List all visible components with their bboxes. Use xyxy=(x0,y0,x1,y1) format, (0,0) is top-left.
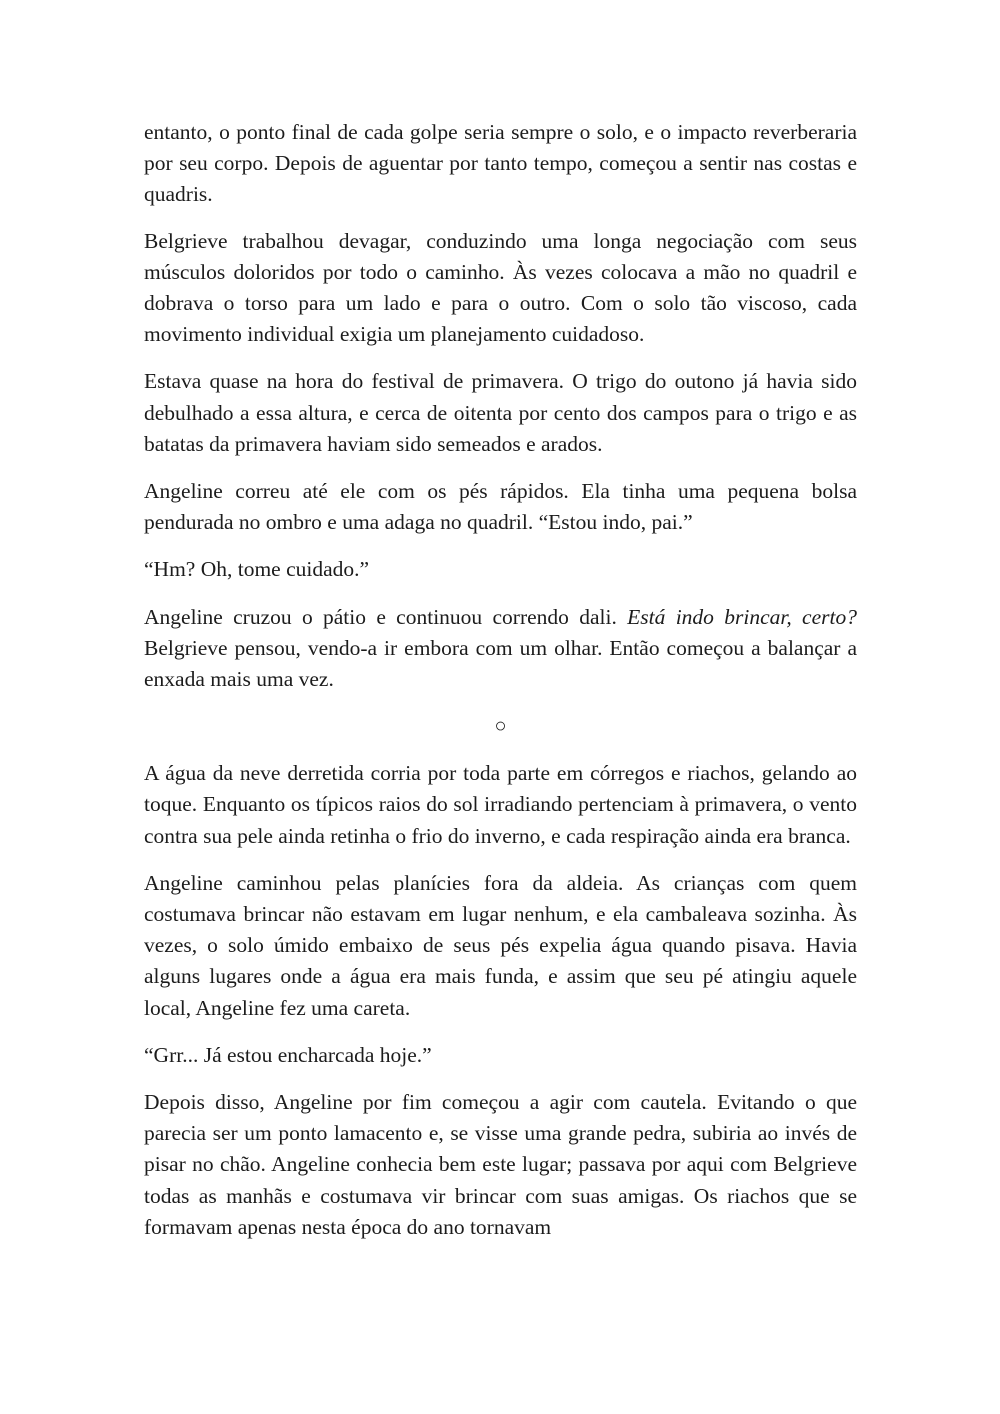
paragraph-2: Belgrieve trabalhou devagar, conduzindo uma longa negociação com seus músculos doloridos por todo o caminho. Às vezes colocava a mão no quadril e dobrava o torso para um lado e para o outro. Com o solo tão viscoso, cada movimento individual exigia um planejamento cuidadoso. xyxy=(144,228,857,347)
paragraph-3: Estava quase na hora do festival de primavera. O trigo do outono já havia sido debulhado a essa altura, e cerca de oitenta por cento dos campos para o trigo e as batatas da primavera haviam sido semeados e arados. xyxy=(144,369,857,456)
paragraph-6-before: Angeline cruzou o pátio e continuou correndo dali. xyxy=(144,604,628,629)
paragraph-5-dialogue: “Hm? Oh, tome cuidado.” xyxy=(144,557,370,582)
paragraph-6-after: Belgrieve pensou, vendo-a ir embora com um olhar. Então começou a balançar a enxada mais uma vez. xyxy=(144,635,857,692)
paragraph-4: Angeline correu até ele com os pés rápidos. Ela tinha uma pequena bolsa pendurada no ombro e uma adaga no quadril. “Estou indo, pai.” xyxy=(144,479,857,535)
paragraph-10: Depois disso, Angeline por fim começou a agir com cautela. Evitando o que parecia ser um ponto lamacento e, se visse uma grande pedra, subiria ao invés de pisar no chão. Angeline conhecia bem este lugar; passava por aqui com Belgrieve todas as manhãs e costumava vir brincar com suas amigas. Os riachos que se formavam apenas nesta época do ano tornavam xyxy=(144,1090,857,1239)
paragraph-6 xyxy=(144,602,857,696)
paragraph-8: Angeline caminhou pelas planícies fora da aldeia. As crianças com quem costumava brincar não estavam em lugar nenhum, e ela cambaleava sozinha. Às vezes, o solo úmido embaixo de seus pés expelia água quando pisava. Havia alguns lugares onde a água era mais funda, e assim que seu pé atingiu aquele local, Angeline fez uma careta. xyxy=(144,870,857,1020)
paragraph-1: entanto, o ponto final de cada golpe seria sempre o solo, e o impacto reverberaria por seu corpo. Depois de aguentar por tanto tempo, começou a sentir nas costas e quadris. xyxy=(144,120,857,207)
paragraph-9-dialogue: “Grr... Já estou encharcada hoje.” xyxy=(144,1042,432,1067)
paragraph-7: A água da neve derretida corria por toda parte em córregos e riachos, gelando ao toque. Enquanto os típicos raios do sol irradiando pertenciam à primavera, o vento contra sua pele ainda retinha o frio do inverno, e cada respiração ainda era branca. xyxy=(144,761,857,848)
paragraph-6-italic-thought: Está indo brincar, certo? xyxy=(627,604,857,629)
scene-break-separator: ○ xyxy=(494,715,507,738)
document-page xyxy=(144,117,857,1259)
